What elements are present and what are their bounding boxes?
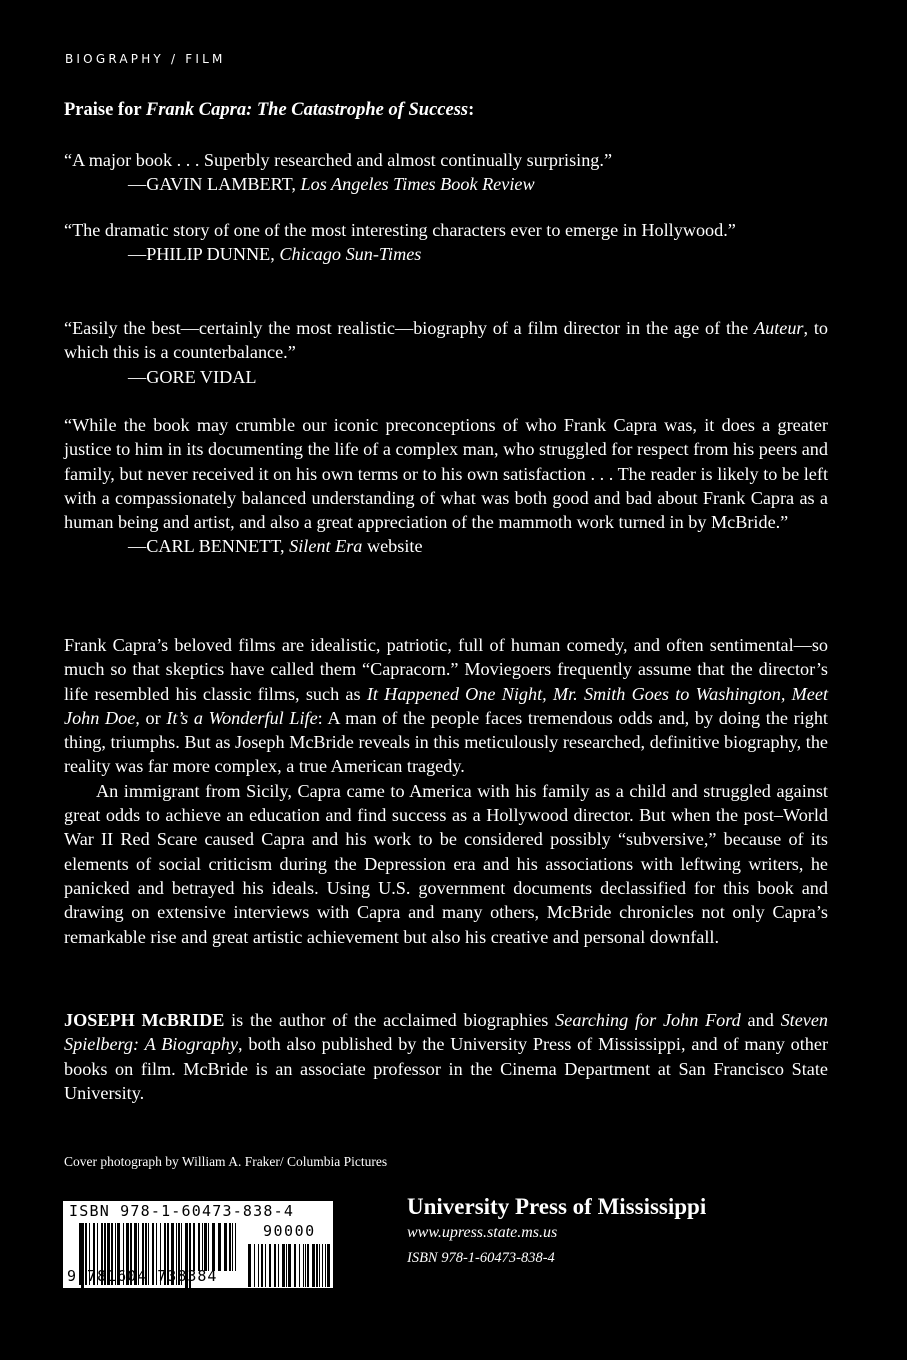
- barcode-bar: [294, 1244, 296, 1287]
- barcode-isbn: ISBN 978-1-60473-838-4: [69, 1202, 295, 1220]
- quote-attribution: [64, 242, 828, 266]
- barcode-bar: [282, 1244, 285, 1287]
- barcode-bar: [265, 1244, 266, 1287]
- barcode-bar: [224, 1223, 227, 1271]
- description-paragraph-1: [64, 633, 828, 779]
- barcode-bar: [269, 1244, 271, 1287]
- barcode-bar: [278, 1244, 279, 1287]
- barcode-bar: [208, 1223, 209, 1271]
- barcode-price-code: 90000: [263, 1222, 316, 1240]
- barcode-bar: [307, 1244, 309, 1287]
- barcode-bar: [212, 1223, 215, 1271]
- barcode-bar: [327, 1244, 330, 1287]
- barcode-bar: [258, 1244, 259, 1287]
- barcode-bar: [325, 1244, 326, 1287]
- barcode-bar: [232, 1223, 233, 1271]
- barcode-bar: [303, 1244, 304, 1287]
- text-segment: “The dramatic story of one of the most interesting characters ever to emerge in Hollywood.”: [64, 220, 736, 240]
- barcode-bar: [299, 1244, 300, 1287]
- text-segment: —GAVIN LAMBERT,: [128, 174, 301, 195]
- quote-attribution: [64, 365, 828, 389]
- text-segment: Frank Capra: The Catastrophe of Success: [145, 100, 469, 120]
- barcode-bar: [229, 1223, 231, 1271]
- barcode-bar: [235, 1223, 236, 1271]
- text-segment: JOSEPH McBRIDE: [64, 1010, 225, 1030]
- text-segment: Searching for John Ford: [555, 1010, 741, 1030]
- description: [64, 633, 828, 949]
- text-segment: :: [468, 100, 475, 120]
- quote-1: [64, 148, 828, 197]
- barcode-bar: [218, 1223, 221, 1271]
- barcode-bar: [322, 1244, 323, 1287]
- barcode-ean: 9 781604 738384: [67, 1267, 218, 1285]
- category-label: BIOGRAPHY / FILM: [65, 52, 226, 66]
- isbn-barcode: [63, 1201, 333, 1288]
- barcode-bar: [261, 1244, 263, 1287]
- text-segment: —CARL BENNETT,: [128, 536, 290, 557]
- text-segment: “Easily the best—certainly the most realistic—biography of a film director in the age of the: [64, 318, 754, 338]
- text-segment: Chicago Sun-Times: [279, 244, 422, 265]
- publisher-block: [407, 1194, 706, 1267]
- cover-credit: Cover photograph by William A. Fraker/ Columbia Pictures: [64, 1154, 388, 1169]
- praise-heading: [64, 98, 828, 122]
- quote-text: [64, 316, 828, 365]
- quote-attribution: [64, 534, 828, 558]
- quote-text: [64, 218, 828, 242]
- publisher-isbn: ISBN 978-1-60473-838-4: [407, 1250, 555, 1266]
- text-segment: is the author of the acclaimed biographies: [224, 1010, 556, 1030]
- barcode-bar: [274, 1244, 276, 1287]
- barcode-bar: [312, 1244, 315, 1287]
- publisher-url: www.upress.state.ms.us: [407, 1224, 558, 1241]
- barcode-bar: [316, 1244, 318, 1287]
- text-segment: and: [740, 1010, 781, 1030]
- text-segment: , to which this is a counterbalance.”: [64, 318, 828, 363]
- text-segment: It Happened One Night, Mr. Smith Goes to Washington, Meet John Doe,: [64, 683, 828, 728]
- barcode-bar: [202, 1223, 203, 1271]
- barcode-bar: [193, 1223, 195, 1271]
- description-paragraph-2: [64, 779, 828, 949]
- text-segment: It’s a Wonderful Life: [166, 707, 318, 728]
- barcode-bar: [204, 1223, 207, 1271]
- quote-attribution: [64, 172, 828, 196]
- quote-3: [64, 316, 828, 389]
- barcode-bar: [286, 1244, 287, 1287]
- barcode-bar: [288, 1244, 291, 1287]
- barcode-bar: [198, 1223, 200, 1271]
- text-segment: “While the book may crumble our iconic preconceptions of who Frank Capra was, it does a greater justice to him in its documenting the life of a complex man, who struggled for respect from his peers and family, but never received it on his own terms or to his own satisfaction . . . The reader is likely to be left with a compassionately balanced understanding of what was both good and bad about Frank Capra as a human being and artist, and also a great appreciation of the mammoth work turned in by McBride.”: [64, 415, 828, 533]
- text-segment: “A major book . . . Superbly researched and almost continually surprising.”: [64, 150, 613, 170]
- barcode-bar: [254, 1244, 255, 1287]
- quote-text: [64, 148, 828, 172]
- text-segment: Auteur: [753, 318, 804, 338]
- text-segment: Los Angeles Times Book Review: [300, 174, 535, 195]
- barcode-bar: [319, 1244, 320, 1287]
- author-bio: [64, 1008, 828, 1105]
- barcode-bar: [305, 1244, 306, 1287]
- barcode-bar: [248, 1244, 251, 1287]
- text-segment: —PHILIP DUNNE,: [128, 244, 280, 265]
- text-segment: , both also published by the University Press of Mississippi, and of many other books on film. McBride is an associate professor in the Cinema Department at San Francisco State University.: [64, 1034, 828, 1103]
- text-segment: —GORE VIDAL: [128, 366, 257, 387]
- text-segment: Steven Spielberg: A Biography: [64, 1010, 829, 1055]
- text-segment: Silent Era: [289, 536, 363, 557]
- text-segment: or: [139, 707, 167, 728]
- text-segment: Praise for: [64, 100, 146, 120]
- text-segment: website: [362, 536, 423, 557]
- text-segment: : A man of the people faces tremendous odds and, by doing the right thing, triumphs. But as Joseph McBride reveals in this meticulously researched, definitive biography, the reality was far more complex, a true American tragedy.: [64, 707, 828, 777]
- quote-4: [64, 413, 828, 559]
- quote-2: [64, 218, 828, 267]
- publisher-name: University Press of Mississippi: [407, 1194, 707, 1219]
- text-segment: An immigrant from Sicily, Capra came to America with his family as a child and struggled against great odds to achieve an education and find success as a Hollywood director. But when the post–World War II Red Scare caused Capra and his work to be considered possibly “subversive,” because of its elements of social criticism during the Depression era and his associations with leftwing writers, he panicked and betrayed his ideals. Using U.S. government documents declassified for this book and drawing on extensive interviews with Capra and many others, McBride chronicles not only Capra’s remarkable rise and great artistic achievement but also his creative and personal downfall.: [64, 780, 828, 947]
- quote-text: [64, 413, 828, 534]
- text-segment: Frank Capra’s beloved films are idealistic, patriotic, full of human comedy, and often sentimental—so much so that skeptics have called them “Capracorn.” Moviegoers frequently assume that the director’s life resembled his classic films, such as: [64, 635, 828, 704]
